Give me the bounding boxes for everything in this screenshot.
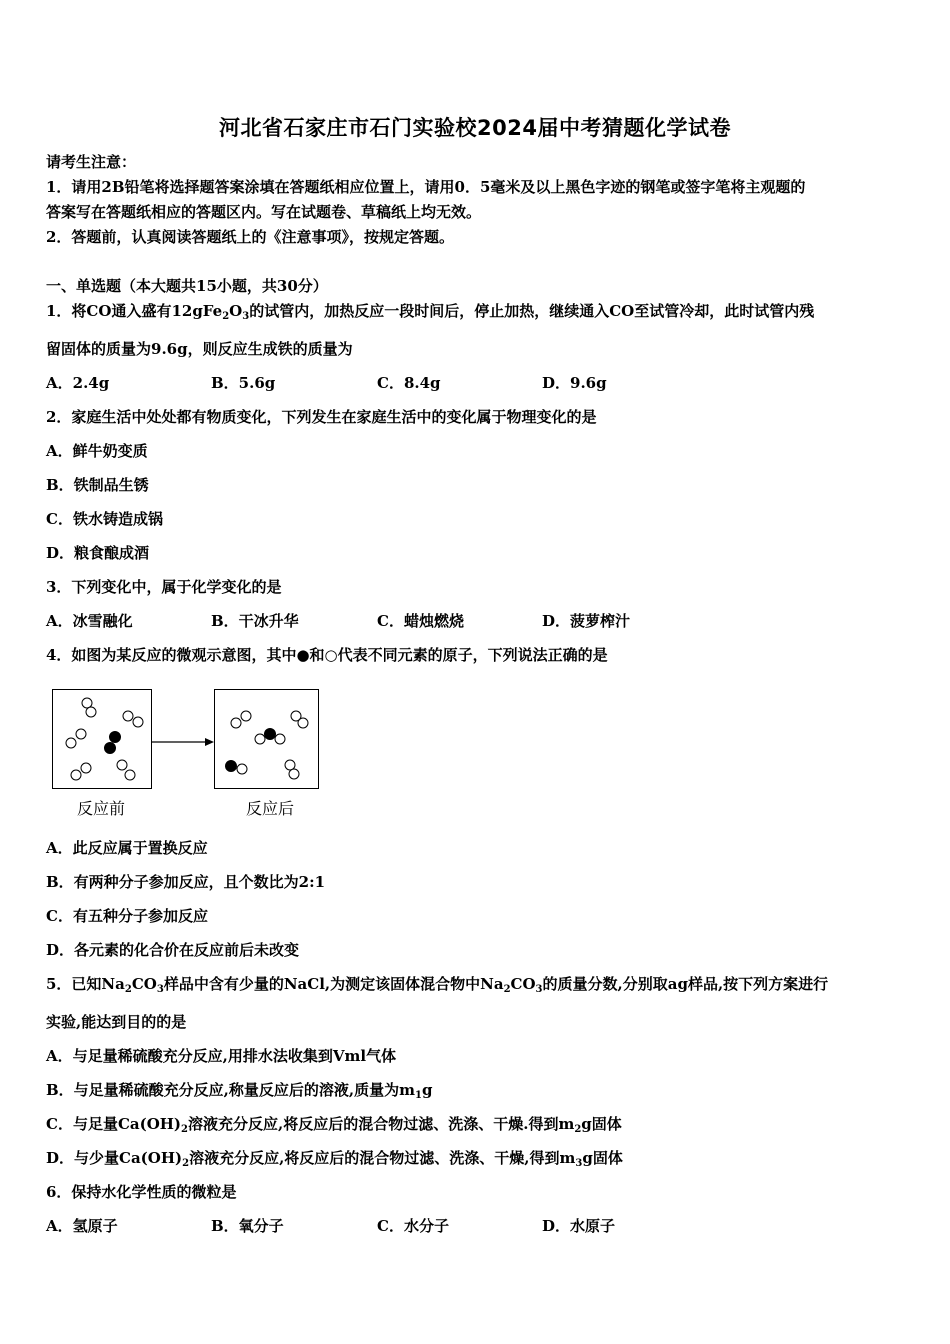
q5-option-b[interactable]: B．与足量稀硫酸充分反应,称量反应后的溶液,质量为$m_1g$ <box>46 1081 433 1101</box>
caption-before: 反应前 <box>77 799 126 818</box>
q4-option-a[interactable]: A．此反应属于置换反应 <box>46 839 208 857</box>
q3-option-a[interactable]: A．冰雪融化 <box>46 612 133 630</box>
caption-after: 反应后 <box>246 799 295 818</box>
q1-option-d[interactable]: D．9.6g <box>542 374 607 392</box>
q2-option-a[interactable]: A．鲜牛奶变质 <box>46 442 148 460</box>
q4-option-c[interactable]: C．有五种分子参加反应 <box>46 907 208 925</box>
q4-stem: 4．如图为某反应的微观示意图，其中●和○代表不同元素的原子，下列说法正确的是 <box>46 646 608 664</box>
q2-option-c[interactable]: C．铁水铸造成锅 <box>46 510 163 528</box>
after-molecules <box>214 689 319 789</box>
exam-title: 河北省石家庄市石门实验校2024届中考猜题化学试卷 <box>219 116 731 140</box>
q5-option-c[interactable]: C．与足量$Ca(OH)_2$溶液充分反应,将反应后的混合物过滤、洗涤、干燥.得到$m_2g$固体 <box>46 1115 622 1135</box>
q6-option-d[interactable]: D．水原子 <box>542 1217 616 1235</box>
q5-stem-line-1: 5．已知$Na_2CO_3$样品中含有少量的NaCl,为测定该固体混合物中$Na_2CO_3$的质量分数,分别取ag样品,按下列方案进行 <box>46 975 829 995</box>
q4-option-b[interactable]: B．有两种分子参加反应，且个数比为2:1 <box>46 873 326 891</box>
q1-stem-line-1: 1．将CO通入盛有$12gFe_2O_3$的试管内，加热反应一段时间后，停止加热，继续通入CO至试管冷却，此时试管内残 <box>46 302 815 322</box>
q3-option-d[interactable]: D．菠萝榨汁 <box>542 612 631 630</box>
notice-1-line-2: 答案写在答题纸相应的答题区内。写在试题卷、草稿纸上均无效。 <box>46 203 482 221</box>
q2-stem: 2．家庭生活中处处都有物质变化，下列发生在家庭生活中的变化属于物理变化的是 <box>46 408 597 426</box>
q6-option-a[interactable]: A．氢原子 <box>46 1217 118 1235</box>
reaction-arrow-icon <box>150 738 216 748</box>
q3-stem: 3．下列变化中，属于化学变化的是 <box>46 578 282 596</box>
q6-stem: 6．保持水化学性质的微粒是 <box>46 1183 237 1201</box>
notice-2: 2．答题前，认真阅读答题纸上的《注意事项》，按规定答题。 <box>46 228 454 246</box>
q5-option-a[interactable]: A．与足量稀硫酸充分反应,用排水法收集到Vml气体 <box>46 1047 397 1065</box>
q1-stem-line-2: 留固体的质量为9.6g，则反应生成铁的质量为 <box>46 340 353 358</box>
q5-option-d[interactable]: D．与少量$Ca(OH)_2$溶液充分反应,将反应后的混合物过滤、洗涤、干燥,得到$m_3g$固体 <box>46 1149 623 1169</box>
section-heading: 一、单选题（本大题共15小题，共30分） <box>46 277 328 295</box>
q6-option-b[interactable]: B．氧分子 <box>211 1217 284 1235</box>
q2-option-b[interactable]: B．铁制品生锈 <box>46 476 149 494</box>
q5-stem-line-2: 实验,能达到目的的是 <box>46 1013 187 1031</box>
q1-option-a[interactable]: A．2.4g <box>46 374 110 392</box>
q3-option-c[interactable]: C．蜡烛燃烧 <box>377 612 464 630</box>
before-molecules <box>52 689 152 789</box>
notice-1-line-1: 1．请用2B铅笔将选择题答案涂填在答题纸相应位置上，请用0．5毫米及以上黑色字迹的钢笔或签字笔将主观题的 <box>46 178 806 196</box>
q1-option-c[interactable]: C．8.4g <box>377 374 441 392</box>
q3-option-b[interactable]: B．干冰升华 <box>211 612 299 630</box>
q4-option-d[interactable]: D．各元素的化合价在反应前后未改变 <box>46 941 300 959</box>
notice-heading: 请考生注意： <box>46 153 137 171</box>
q2-option-d[interactable]: D．粮食酿成酒 <box>46 544 150 562</box>
q6-option-c[interactable]: C．水分子 <box>377 1217 449 1235</box>
q1-option-b[interactable]: B．5.6g <box>211 374 276 392</box>
